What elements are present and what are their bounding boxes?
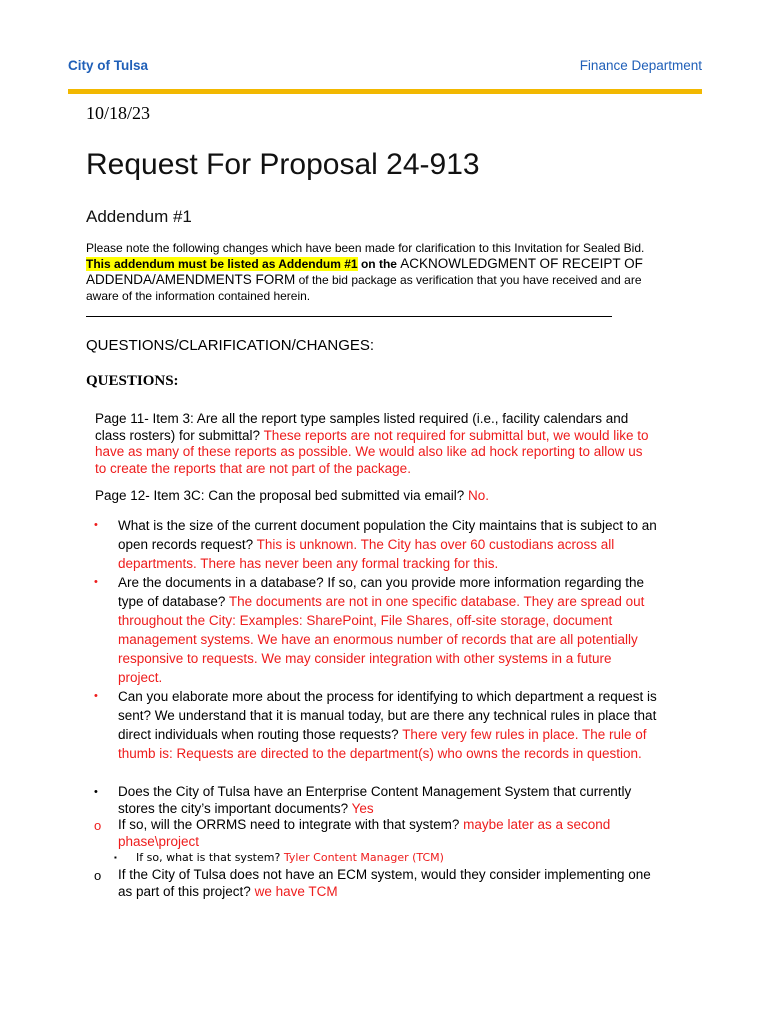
bullet-marker: • bbox=[94, 576, 98, 588]
question-text: Page 11- Item 3: Are all the report type samples listed required (i.e., facility calendars and class rosters) for submittal? bbox=[95, 411, 629, 443]
questions-heading: QUESTIONS: bbox=[86, 373, 179, 389]
addendum-number: Addendum #1 bbox=[86, 207, 192, 226]
intro-paragraph bbox=[86, 240, 666, 304]
bullet-marker: • bbox=[94, 786, 98, 798]
list-item-text bbox=[118, 687, 658, 763]
question-text: Can you elaborate more about the process for identifying to which department a request is sent? We understand that it is manual today, but are there any technical rules in place that direct individuals when routing those requests? bbox=[118, 689, 657, 742]
question-text: If so, what is that system? bbox=[136, 851, 281, 864]
answer-text: Yes bbox=[351, 800, 374, 816]
page-header bbox=[68, 58, 702, 76]
section-heading: QUESTIONS/CLARIFICATION/CHANGES: bbox=[86, 337, 375, 354]
question-item bbox=[95, 411, 655, 477]
intro-text-2: of the bid package as verification that you have received and are aware of the information contained herein. bbox=[86, 273, 642, 303]
department-name: Finance Department bbox=[579, 58, 702, 73]
answer-text: Tyler Content Manager (TCM) bbox=[283, 851, 444, 864]
answer-text: These reports are not required for submittal but, we would like to have as many of these reports as possible. We would also like ad hock reporting to allow us to create the reports that are not part of the package. bbox=[95, 427, 649, 476]
question-text: If the City of Tulsa does not have an ECM system, would they consider implementing one as part of this project? bbox=[118, 867, 651, 899]
addendum-highlight: This addendum must be listed as Addendum #1 bbox=[86, 257, 358, 271]
answer-text: No. bbox=[467, 488, 489, 503]
question-text: Are the documents in a database? If so, can you provide more information regarding the type of database? bbox=[118, 575, 645, 609]
document-date: 10/18/23 bbox=[86, 103, 151, 123]
bullet-marker: • bbox=[94, 519, 98, 531]
answer-text: we have TCM bbox=[254, 883, 338, 899]
header-divider bbox=[68, 89, 702, 94]
list-item-text bbox=[118, 817, 658, 850]
intro-text-1: Please note the following changes which have been made for clarification to this Invitation for Sealed Bid. bbox=[86, 241, 645, 255]
list-item-text bbox=[118, 784, 658, 817]
list-item-text bbox=[118, 573, 658, 687]
answer-text: There very few rules in place. The rule of thumb is: Requests are directed to the department(s) who owns the records in question. bbox=[118, 727, 647, 761]
organization-name: City of Tulsa bbox=[68, 58, 149, 73]
page-title: Request For Proposal 24-913 bbox=[86, 148, 480, 181]
circle-bullet-marker: o bbox=[94, 868, 102, 883]
question-item bbox=[95, 488, 655, 505]
answer-text: This is unknown. The City has over 60 custodians across all departments. There has never been any formal tracking for this. bbox=[118, 537, 615, 571]
circle-bullet-marker: o bbox=[94, 818, 102, 833]
list-item-text bbox=[136, 851, 444, 864]
square-bullet-marker: ▪ bbox=[114, 853, 117, 862]
list-item-text bbox=[118, 867, 658, 900]
intro-on-the: on the bbox=[360, 257, 397, 271]
list-item-text bbox=[118, 516, 658, 573]
question-text: If so, will the ORRMS need to integrate with that system? bbox=[118, 817, 460, 832]
answer-text: maybe later as a second phase\project bbox=[118, 817, 611, 849]
question-text: Page 12- Item 3C: Can the proposal bed submitted via email? bbox=[95, 488, 465, 503]
question-text: Does the City of Tulsa have an Enterprise Content Management System that currently stores the city’s important documents? bbox=[118, 784, 632, 816]
acknowledgment-form-name: ACKNOWLEDGMENT OF RECEIPT OF ADDENDA/AMENDMENTS FORM bbox=[86, 256, 643, 287]
intro-divider bbox=[86, 316, 612, 317]
answer-text: The documents are not in one specific database. They are spread out throughout the City: Examples: SharePoint, File Shares, off-site storage, document management systems. We have an enormous number of records that are all potentially responsive to requests. We may consider integration with other systems in a future project. bbox=[118, 594, 645, 685]
question-text: What is the size of the current document population the City maintains that is subject to an open records request? bbox=[118, 518, 657, 552]
bullet-marker: • bbox=[94, 690, 98, 702]
